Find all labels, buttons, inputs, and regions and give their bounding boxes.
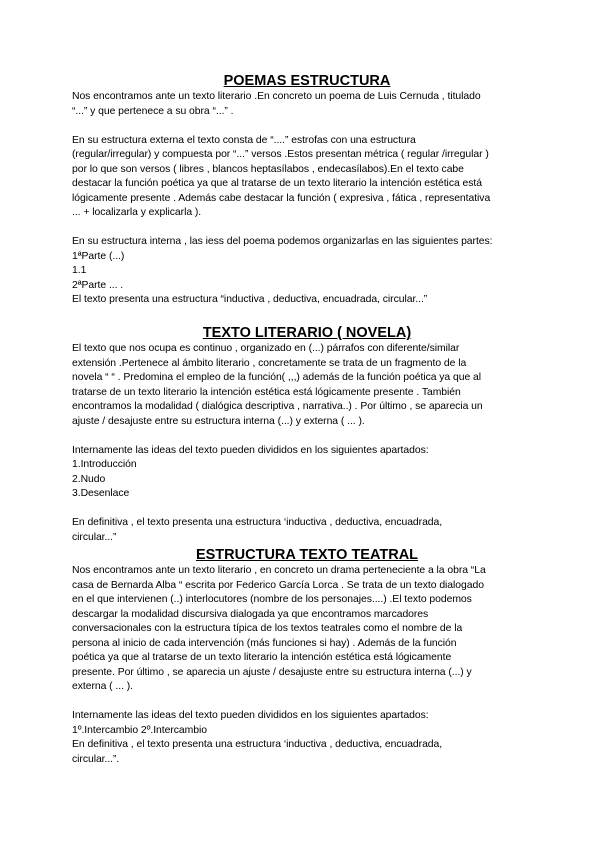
text-line: El texto que nos ocupa es continuo , organizado en (...) párrafos con diferente/similar [72, 343, 460, 354]
text-line: poética ya que al tratarse de un texto literario la intención estética está lógicamente [72, 652, 452, 663]
text-line: en el que intervienen (..) interlocutores (nombre de los personajes....) .El texto podemos [72, 594, 472, 605]
section-novela [72, 325, 542, 545]
text-line: El texto presenta una estructura “inductiva , deductiva, encuadrada, circular...” [72, 294, 428, 305]
text-line: ajuste / desajuste entre su estructura interna (...) y externa ( ... ). [72, 415, 365, 427]
text-line: descargar la modalidad discursiva dialogada ya que encontramos marcadores [72, 608, 429, 620]
text-line: destacar la función poética ya que al tratarse de un texto literario la intención estética está [72, 178, 482, 189]
text-line: Internamente las ideas del texto pueden divididos en los siguientes apartados: [72, 444, 429, 456]
text-line: “...” y que pertenece a su obra “...” . [72, 105, 234, 117]
text-line: persona al inicio de cada intervención (más funciones si hay) . Además de la función [72, 637, 457, 649]
section-body-teatral [72, 564, 542, 767]
text-line: (regular/irregular) y compuesta por “...” versos .Estos presentan métrica ( regular /irregular ) [72, 149, 489, 160]
text-line: 1º.Intercambio 2º.Intercambio [72, 724, 207, 736]
section-body-novela [72, 342, 542, 545]
text-line: 1ªParte (...) [72, 250, 125, 262]
section-title-novela: TEXTO LITERARIO ( NOVELA) [202, 325, 412, 341]
text-line: 1.1 [72, 265, 87, 276]
blank-line [72, 221, 542, 236]
section-poemas [72, 73, 542, 308]
text-line: circular...”. [72, 753, 120, 765]
text-line: lógicamente presente . Además cabe destacar la función ( expresiva , fática , representativa [72, 192, 491, 204]
blank-line [72, 429, 542, 444]
text-line: Internamente las ideas del texto pueden divididos en los siguientes apartados: [72, 710, 429, 721]
blank-line [72, 502, 542, 517]
text-line: circular...” [72, 531, 117, 543]
text-line: tratarse de un texto literario la intención estética está lógicamente presente . También [72, 386, 461, 398]
section-title-teatral: ESTRUCTURA TEXTO TEATRAL [195, 547, 419, 563]
text-line: novela “ “ . Predomina el empleo de la función( ,,,) además de la función poética ya que al [72, 372, 482, 383]
text-line: presente. Por último , se aparecia un ajuste / desajuste entre su estructura interna (...) y [72, 666, 472, 678]
section-title-poemas: POEMAS ESTRUCTURA [223, 73, 391, 89]
blank-line [72, 119, 542, 134]
text-line: En su estructura externa el texto consta de “....” estrofas con una estructura [72, 134, 416, 146]
text-line: En definitiva , el texto presenta una estructura ‘inductiva , deductiva, encuadrada, [72, 739, 443, 750]
section-body-poemas [72, 90, 542, 308]
text-line: ... + localizarla y explicarla ). [72, 207, 202, 218]
text-line: En su estructura interna , las iess del poema podemos organizarlas en las siguientes partes: [72, 236, 493, 247]
text-line: encontramos la modalidad ( dialógica descriptiva , narrativa..) . Por último , se aparecia un [72, 401, 483, 412]
text-line: Nos encontramos ante un texto literario .En concreto un poema de Luis Cernuda , titulado [72, 91, 481, 102]
text-line: Nos encontramos ante un texto literario , en concreto un drama perteneciente a la obra “La [72, 565, 486, 576]
text-line: 3.Desenlace [72, 488, 130, 499]
blank-line [72, 695, 542, 710]
text-line: En definitiva , el texto presenta una estructura ‘inductiva , deductiva, encuadrada, [72, 517, 443, 528]
text-line: extensión .Pertenece al ámbito literario , concretamente se trata de un fragmento de la [72, 357, 467, 369]
section-teatral [72, 547, 542, 767]
text-line: 1.Introducción [72, 459, 137, 470]
text-line: conversacionales con la estructura típica de los textos teatrales como el nombre de la [72, 623, 463, 634]
text-line: 2.Nudo [72, 473, 106, 485]
text-line: 2ªParte ... . [72, 279, 124, 291]
text-line: casa de Bernarda Alba “ escrita por Federico García Lorca . Se trata de un texto dialogado [72, 579, 484, 591]
text-line: externa ( ... ). [72, 681, 133, 692]
text-line: por lo que son versos ( libres , blancos heptasílabos , endecasílabos).En el texto cabe [72, 163, 464, 175]
